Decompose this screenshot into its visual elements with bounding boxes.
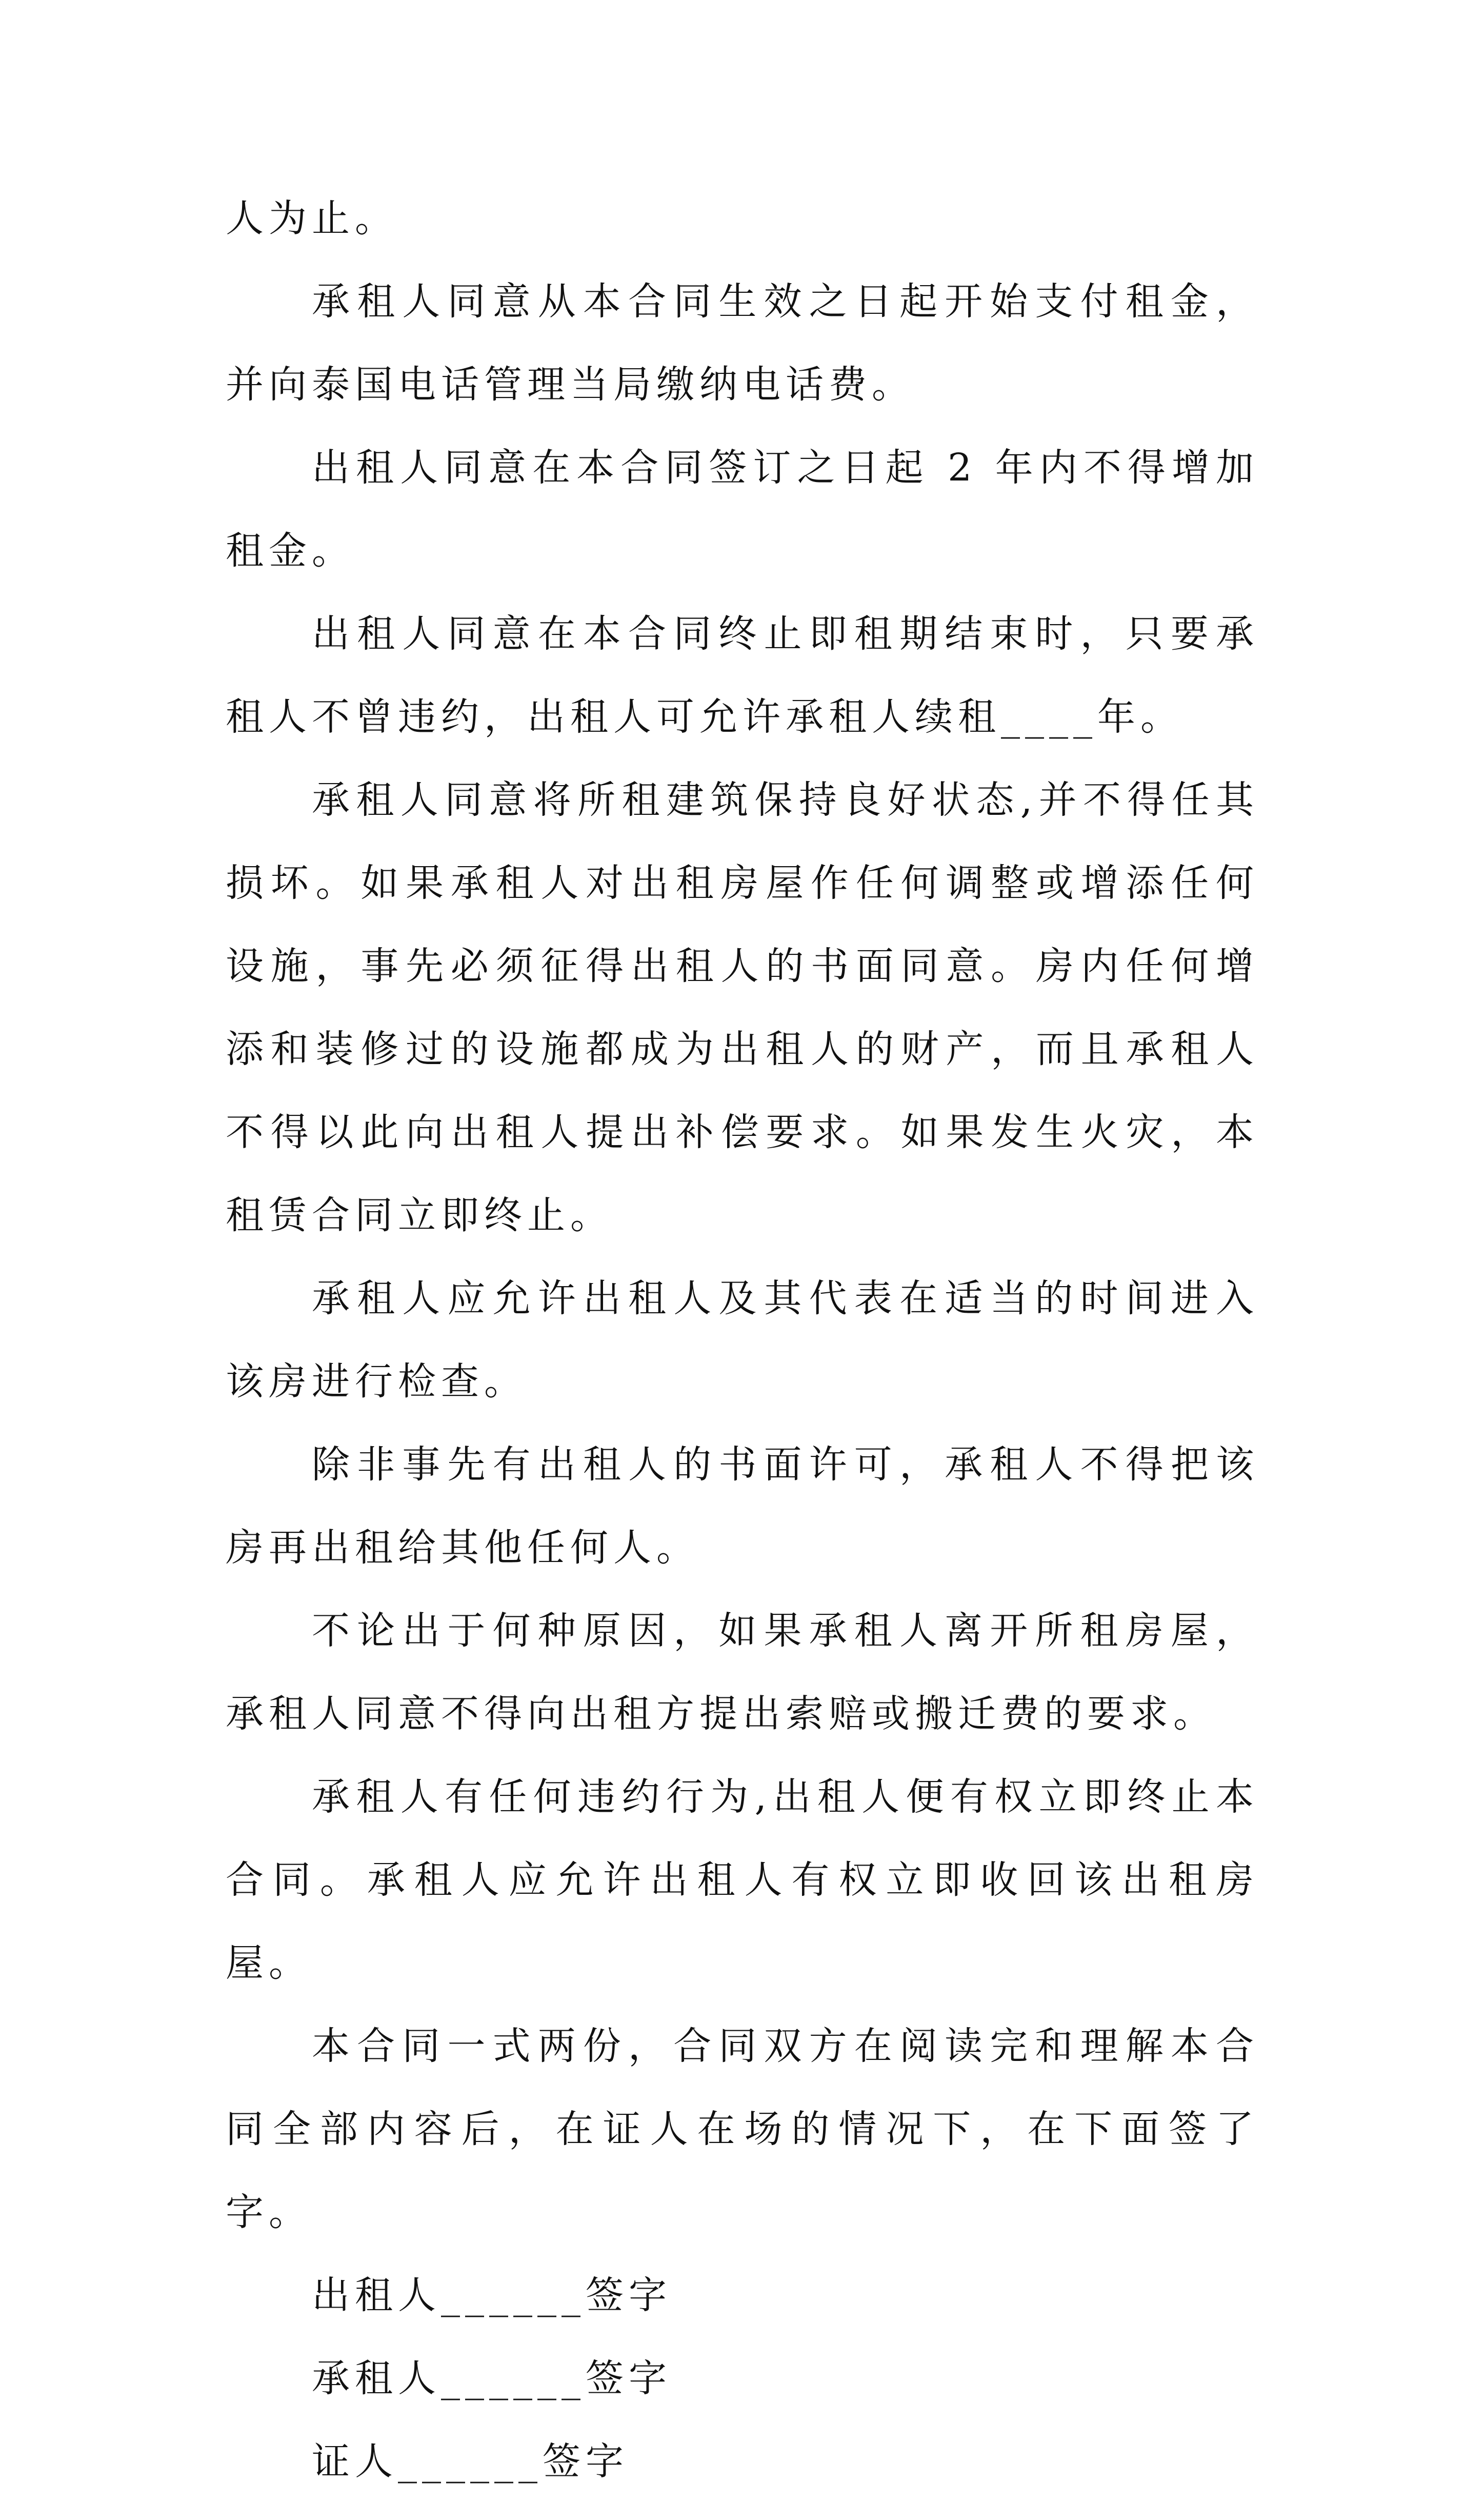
paragraph-breach: 承租人有任何违约行为,出租人便有权立即终止本合同。承租人应允许出租人有权立即收回该出租房屋。 <box>226 1775 1259 1985</box>
paragraph-lease-renewal: 出租人同意在本合同终止即租期结束时，只要承租人不曾违约，出租人可允许承租人续租____年。 <box>226 612 1259 739</box>
signature-lessee: 承租人______签字 <box>312 2356 672 2400</box>
signature-lessor: 出租人______签字 <box>312 2273 672 2317</box>
paragraph-rent-payment: 承租人同意从本合同生效之日起开始支付租金，并向泰国电话管理当局缴纳电话费。 <box>226 279 1259 407</box>
paragraph-sublet: 除非事先有出租人的书面许可，承租人不得把该房再出租给其他任何人。 <box>226 1443 1259 1570</box>
paragraph-continuation: 人为止。 <box>226 196 398 241</box>
paragraph-copies: 本合同一式两份，合同双方在阅读完和理解本合同全部内容后，在证人在场的情况下，在下面签了字。 <box>226 2024 1259 2234</box>
paragraph-inspection: 承租人应允许出租人及其代表在适当的时间进入该房进行检查。 <box>226 1276 1259 1404</box>
contract-text <box>226 177 1259 2503</box>
signature-witness: 证人______签字 <box>312 2439 629 2484</box>
paragraph-no-claims: 不论出于何种原因，如果承租人离开所租房屋，承租人同意不得向出租方提出索赔或搬迁费的要求。 <box>226 1609 1259 1736</box>
paragraph-no-rent-increase: 出租人同意在本合同签订之日起 2 年内不得增加租金。 <box>226 446 1259 573</box>
paragraph-property-maintenance: 承租人同意将所租建筑保持良好状态,并不得任其损坏。如果承租人对出租房屋作任何调整或增添任何设施，事先必须征得出租人的书面同意。房内任何增添和装修过的设施都成为出租人的财产，而且承租人不得以此向出租人提出补偿要求。如果发生火灾，本租赁合同立即终止。 <box>226 778 1259 1237</box>
